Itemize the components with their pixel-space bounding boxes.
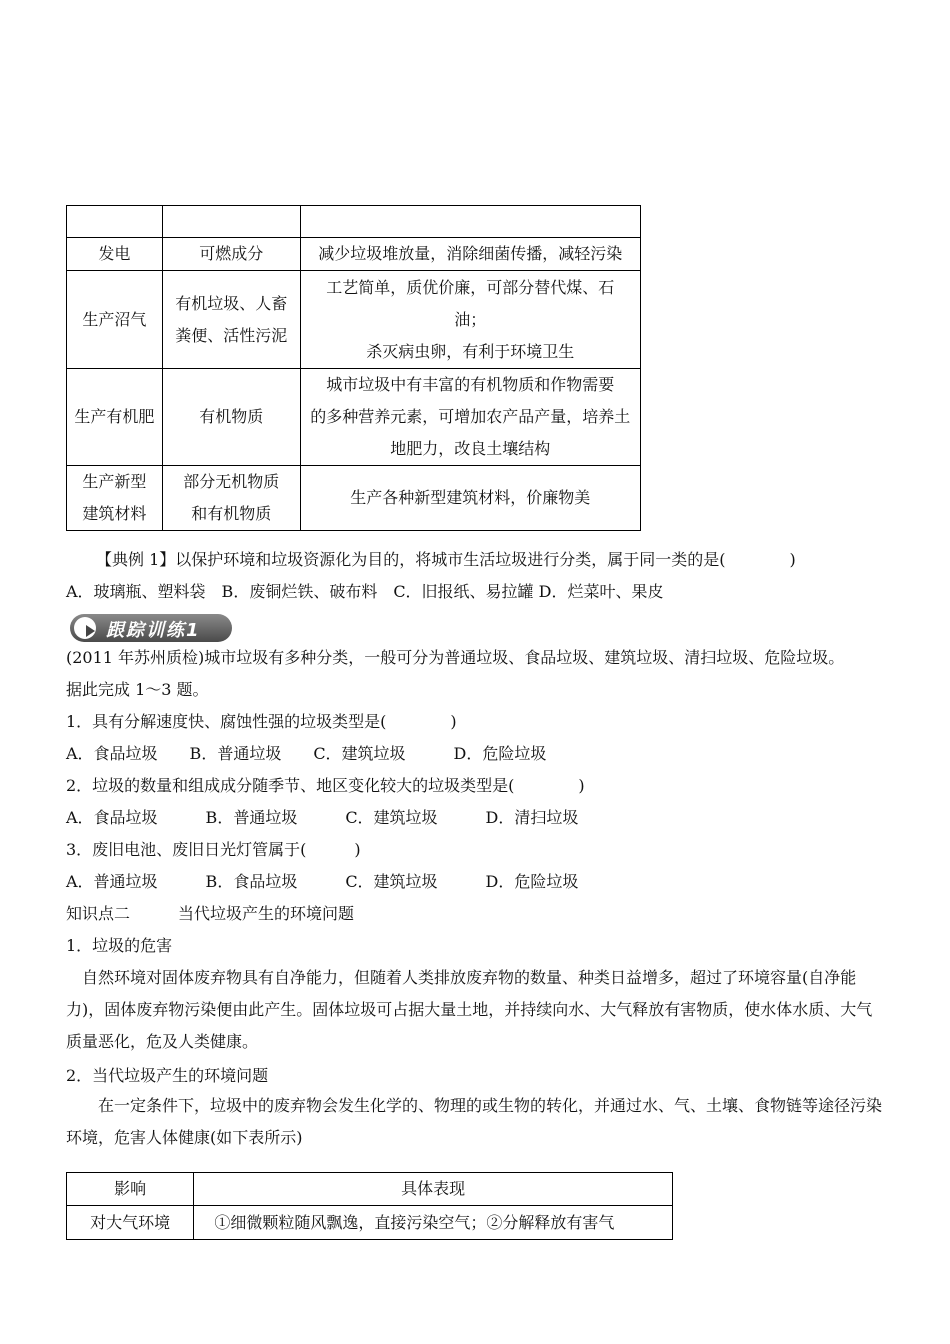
training-intro-2: 据此完成 1～3 题。 (66, 680, 209, 699)
question-2: 2．垃圾的数量和组成成分随季节、地区变化较大的垃圾类型是( ) (66, 776, 585, 795)
cell-line: 建筑材料 (82, 504, 147, 523)
table-cell: 生产沼气 (67, 271, 163, 369)
table-cell: 生产有机肥 (67, 369, 163, 466)
paragraph-harm: 自然环境对固体废弃物具有自净能力，但随着人类排放废弃物的数量、种类日益增多，超过了环境容量(自净能力)，固体废弃物污染便由此产生。固体垃圾可占据大量土地，并持续向水、大气释放有害物质，使水体水质、大气质量恶化，危及人类健康。 (66, 968, 873, 1051)
cell-line: 部分无机物质 (183, 472, 280, 491)
table-row (67, 206, 641, 238)
table-cell: 对大气环境 (67, 1206, 194, 1240)
table-cell (162, 466, 300, 531)
table-cell: 减少垃圾堆放量，消除细菌传播，减轻污染 (300, 238, 640, 271)
example-question: 【典例 1】以保护环境和垃圾资源化为目的，将城市生活垃圾进行分类，属于同一类的是( ) (96, 550, 796, 569)
cell-line: 的多种营养元素，可增加农产品产量，培养土 (310, 407, 631, 426)
cell-line: 有机垃圾、人畜 (175, 293, 288, 313)
play-icon (74, 617, 96, 639)
table-cell (162, 206, 300, 238)
table-row (67, 238, 641, 271)
cell-line: 生产新型 (82, 472, 147, 491)
column-header: 影响 (67, 1173, 194, 1206)
cell-line: 地肥力，改良土壤结构 (390, 439, 551, 458)
table-cell: ①细微颗粒随风飘逸，直接污染空气；②分解释放有害气 (194, 1206, 673, 1240)
table-cell: 生产各种新型建筑材料，价廉物美 (300, 466, 640, 531)
table-row (67, 271, 641, 369)
cell-line: 工艺简单，质优价廉，可部分替代煤、石 (326, 277, 615, 297)
cell-line: 城市垃圾中有丰富的有机物质和作物需要 (326, 375, 615, 394)
table-cell: 可燃成分 (162, 238, 300, 271)
badge-label: 跟踪训练1 (106, 620, 201, 641)
table-cell (300, 206, 640, 238)
cell-line: 粪便、活性污泥 (175, 325, 288, 345)
section-heading: 知识点二 当代垃圾产生的环境问题 (66, 904, 355, 923)
table-cell (300, 369, 640, 466)
cell-line: 和有机物质 (191, 504, 272, 523)
training-intro: (2011 年苏州质检)城市垃圾有多种分类，一般可分为普通垃圾、食品垃圾、建筑垃圾、清扫垃圾、危险垃圾。 (66, 648, 845, 667)
subheading-problems: 2．当代垃圾产生的环境问题 (66, 1066, 269, 1085)
table-cell (162, 271, 300, 369)
table-row (67, 369, 641, 466)
table-cell (67, 206, 163, 238)
question-1-options: A．食品垃圾 B．普通垃圾 C．建筑垃圾 D．危险垃圾 (66, 744, 547, 763)
example-options: A．玻璃瓶、塑料袋 B．废铜烂铁、破布料 C．旧报纸、易拉罐 D．烂菜叶、果皮 (66, 582, 664, 601)
table-cell (300, 271, 640, 369)
paragraph-problems: 在一定条件下，垃圾中的废弃物会发生化学的、物理的或生物的转化，并通过水、气、土壤、食物链等途径污染环境，危害人体健康(如下表所示) (66, 1096, 883, 1147)
table-cell (67, 466, 163, 531)
garbage-utilization-table (66, 205, 641, 531)
table-cell: 发电 (67, 238, 163, 271)
subheading-harm: 1．垃圾的危害 (66, 936, 173, 955)
question-3: 3．废旧电池、废旧日光灯管属于( ) (66, 840, 361, 859)
environment-impact-table (66, 1172, 673, 1240)
question-2-options: A．食品垃圾 B．普通垃圾 C．建筑垃圾 D．清扫垃圾 (66, 808, 579, 827)
cell-line: 油； (454, 309, 487, 329)
table-row (67, 1206, 673, 1240)
question-3-options: A．普通垃圾 B．食品垃圾 C．建筑垃圾 D．危险垃圾 (66, 872, 579, 891)
table-row (67, 466, 641, 531)
column-header: 具体表现 (194, 1173, 673, 1206)
table-header-row (67, 1173, 673, 1206)
question-1: 1．具有分解速度快、腐蚀性强的垃圾类型是( ) (66, 712, 457, 731)
training-badge (70, 614, 232, 642)
table-cell: 有机物质 (162, 369, 300, 466)
cell-line: 杀灭病虫卵，有利于环境卫生 (366, 341, 575, 361)
